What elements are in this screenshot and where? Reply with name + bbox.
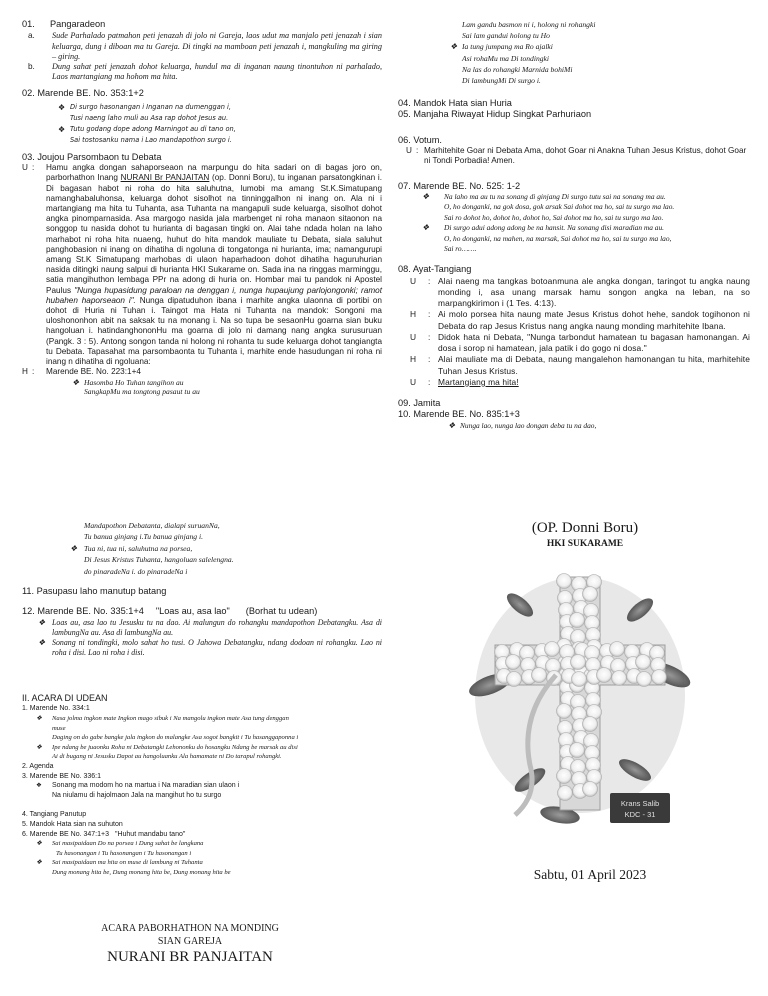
section-05-heading: 05. Manjaha Riwayat Hidup Singkat Parhuriaon: [398, 109, 592, 120]
flower-blossom: [570, 613, 585, 628]
section-06-heading: 06. Votum.: [398, 134, 442, 145]
section-01-heading: 01. Pangaradeon: [22, 19, 106, 29]
cover-date: Sabtu, 01 April 2023: [533, 867, 647, 882]
booklet-title: ACARA PABORHATHON NA MONDING SIAN GAREJA NURANI BR PANJAITAN: [101, 923, 279, 965]
hymn-353: ❖ Di surgo hasonangan i Inganan na dumenggan i, Tusi naeng laho muli au Asa rap dohot Jesus au. ❖ Tutu godang dope adong Marningot au di tano on, Sai tostosanku nama i Lao mandapothon surgo i.: [58, 102, 236, 144]
hymn-336: ❖ Sonang ma modom ho na martua i Na maradian sian ulaon i Na niulamu di hajolmaon Jala na mangihut ho tu surgo: [36, 782, 240, 799]
diamond-bullet-icon: ❖: [38, 638, 46, 648]
section-12-heading: 12. Marende BE. No. 335:1+4 "Loas au, asa lao" (Borhat tu udean): [22, 606, 318, 617]
cover-header: [440, 519, 730, 550]
flower-blossom: [557, 769, 572, 784]
diamond-bullet-icon: ❖: [422, 223, 430, 233]
diamond-bullet-icon: ❖: [72, 377, 80, 387]
section-10-heading: 10. Marende BE. No. 835:1+3: [398, 409, 520, 420]
hymn-334: ❖ Nasa jolma ingkon mate Ingkon mago sibuk i Na mangolu ingkon mate Asa tung denggan muse Daging on do gabe bangke jala ingkon do malangke Asa sogot bangkit i Tu hasanggaponna i ❖ Ipe ndang be juaonku Roha ni Debatangki Lehononku do hosangku Ndang be marsak au disi Ai di bugang ni Jesusku Dapot au hangoluanku Ala hamamate ni Do tarapul rohangki.: [36, 715, 299, 761]
diamond-bullet-icon: ❖: [58, 102, 66, 112]
section-03-body: U : Hamu angka dongan sahaporseaon na marpungu do hita sadari on di bagas joro on, parborhathon Inang NURANI Br PANJAITAN (op. Donni Boru), tu inganan parsatongkinan i. Di bagasan habot ni roha do hita saluhutna, lumobi ma amang St.K.Simatupang namanghabaluhonsa, keluarga dohot sisolhot na tinninggalhon ni inang on. Ala ni i martangiang ma hita tu Tuhanta, asa Tuhanta na mangapuli sude keluarga, sisolhot dohot angka pinomparnasida. Asa margogo nasida jala marbenget ni roha manaon sitaonon na songgop tu nasida dohot tu hurianta di bagasan tingki on. Alai tahe ndada holan na laho marhabot ni roha hita nuaeng, huhut do hita mandok mauliate tu Debata, siala saluhut panghobasion ni inang on dihatiha di ngoluna di tongatonga ni hurianta, ima; namangurupi amang St.K Simatupang marhobas di ulaon haparhadoon dohot dihatiha haguruhurian nasida ditingki naung salpui di hurianta HKI Sukarame on. Sada ina na ringgas marminggu, satia mangihuthon lembaga PPr na adong di huria on. Hombar mai tu pandok ni Apostel Paulus "Nunga hupasidung paraloan na denggan i, nunga hupaujung parlojongonki; ramot hubahen haporseaon i". Nunga dipatuduhon ibana i marhite angka ulaonna di portibi on dohot di Huria ni Tuhan i. Taingot ma Hata ni Tuhanta na mandok: Songoni ma uloshononhon abit na saksak tu na monang i. Na so tupa be sesaonHu goarna sian buku hangoluan i. hatindanghononHu ma goarna di jolo ni damang nang angka surusuruan (Pangk. 3 : 5). Antong songon tanda ni holong ni rohanta tu sude keluarga dohot tangiangta tu Debata. Tapasahat ma parsombaonta tu Tuhanta i, marhite ende hasudungan ni roha ni inang n dihatiha di ngoluana:: [22, 163, 382, 367]
hymn-347: ❖ Sai masipaidaan Do na porsea i Dung sahat be langkana Tu hasonangan i Tu hasonangan i Tu hasonangan i ❖ Sai masipaidaan ma hita on muse di lambung ni Tuhanta Dung monang hita be, Dung monang hita be, Dung monang hita be: [36, 840, 231, 876]
cover-op-name: (OP. Donni Boru): [531, 520, 639, 536]
flower-blossom: [583, 587, 598, 602]
section-11-heading: 11. Pasupasu laho manutup batang: [22, 586, 167, 596]
flower-blossom: [637, 672, 652, 687]
section-01-item-b: b. Dung sahat peti jenazah dohot keluarga, hundul ma di inganan naung tinontuhon ni parhalado, Laos martangiang ma hohom ma hita.: [28, 62, 382, 82]
section-01-item-a: a. Sude Parhalado patmahon peti jenazah di jolo ni Gareja, laos udut ma manjalo peti jenazah i sian keluarga, dung i diboan ma tu Gareja. Di tingki na mamboan peti jenazah i, mangkuling ma giring – giring.: [28, 31, 382, 61]
card-code: KDC - 31: [624, 810, 656, 819]
flower-blossom: [597, 668, 612, 683]
sections-11-12: [22, 586, 382, 659]
flower-blossom: [610, 642, 625, 657]
card-label: Krans Salib: [620, 799, 660, 808]
diamond-bullet-icon: ❖: [38, 617, 46, 627]
left-column: [22, 19, 382, 397]
diamond-bullet-icon: ❖: [422, 192, 430, 202]
flower-cross-image: [460, 565, 700, 830]
flower-blossom: [506, 655, 521, 670]
hymn-223-verse: Lam gandu basmon ni i, holong ni rohangki Sai lam gandui holong tu Ho ❖ Ia tung jumpang ma Ro ajalki Asi rohaMu ma Di tondingki Na las do rohangki Marnida bohiMi Di lambungMi Di surgo i.: [450, 20, 596, 86]
flower-blossom: [532, 668, 547, 683]
flower-blossom: [583, 782, 598, 797]
flower-blossom: [652, 670, 667, 685]
diamond-bullet-icon: ❖: [450, 42, 458, 52]
hymn-525: ❖ Na laho ma au tu na sonang di ginjang Di surgo tutu sai na sonang ma au. O, ho donganki, na gok dosa, gok arsak Sai dohot ma ho, sai tu surgo ma lao. Sai ro dohot ho, dohot ho, dohot ho, Sai dohot ma ho, sai tu surgo ma lao. ❖ Di surgo adui adong adong be na hansit. Na sonang disi maradian ma au. O, ho donganki, na mahen, na marsak, Sai dohot ma ho, sai tu surgo ma lao, Sai ro…….: [422, 192, 675, 254]
section-04-heading: 04. Mandok Hata sian Huria: [398, 98, 512, 108]
section-03-heading: 03. Joujou Parsombaon tu Debata: [22, 151, 162, 162]
right-column: 04. Mandok Hata sian Huria 05. Manjaha Riwayat Hidup Singkat Parhuriaon 06. Votum. U : Marhitehite Goar ni Debata Ama, dohot Goar ni Anakna Tuhan Jesus Kristus, dohot Goar ni Tondi Porbadia! Amen. 07. Marende BE. No. 525: 1-2 ❖ Na laho ma au tu na sonang di ginjang Di surgo tutu sai na sonang ma au. O, ho donganki, na gok dosa, gok arsak Sai dohot ma ho, sai tu surgo ma lao. Sai ro dohot ho, dohot ho, dohot ho, Sai dohot ma ho, sai tu surgo ma lao. ❖ Di surgo adui adong adong be na hansit. Na sonang disi maradian ma au. O, ho donganki, na mahen, na marsak, Sai dohot ma ho, sai tu surgo ma lao, Sai ro……. 08. Ayat-Tangiang U : Alai naeng ma tangkas botoanmuna ale angka dongan, taringot tu angka naung monding i, asa unang marsak hamu songon angka na leban, na so marpangkirimon i (1 Tes. 4:13). H : Ai molo porsea hita naung mate Jesus Kristus dohot hehe, sandok togihonon ni Debata do rap Jesus Kristus nang angka naung monding marhitehite Ibana. U : Didok hata ni Debata, "Nunga tarbondut hamatean tu bagasan hamonangan. Ai dosa i sorop ni hamatean, jala patik i do gogo ni dosa." H : Alai mauliate ma di Debata, naung mangalehon hamonangan tu hita, marhitehite Tuhan Jesus Kristus. U : Martangiang ma hita! 09. Jamita 10. Marende BE. No. 835:1+3 ❖ Nunga lao, nunga lao dongan deba tu na dao,: [398, 98, 750, 430]
ayat-tangiang: U : Alai naeng ma tangkas botoanmuna ale angka dongan, taringot tu angka naung monding i, asa unang marsak hamu songon angka na leban, na so marpangkirimon i (1 Tes. 4:13). H : Ai molo porsea hita naung mate Jesus Kristus dohot hehe, sandok togihonon ni Debata do rap Jesus Kristus nang angka naung monding marhitehite Ibana. U : Didok hata ni Debata, "Nunga tarbondut hamatean tu bagasan hamonangan. Ai dosa i sorop ni hamatean, jala patik i do gogo ni dosa." H : Alai mauliate ma di Debata, naung mangalehon hamonangan tu hita, marhitehite Tuhan Jesus Kristus. U : Martangiang ma hita!: [410, 275, 750, 387]
section-02-heading: 02. Marende BE. No. 353:1+2: [22, 88, 144, 99]
section-03-response: H : Marende BE. No. 223:1+4: [22, 367, 141, 377]
flower-blossom: [557, 574, 572, 589]
hymn-335: ❖ Loas au, asa lao tu Jesusku tu na dao. Ai malungun do rohangku mandapothon Debatangku. Asa di lambungNa au. Asa di lambungNa au. ❖ Sonang ni tondingki, molo sahat ho tusi. O Jahowa Debatangku, ndang dodoan ni rohangku. Lao ni roha i disi. Lao ni roha i disi.: [38, 617, 382, 658]
acara-di-udean: II. ACARA DI UDEAN 1. Marende No. 334:1 ❖ Nasa jolma ingkon mate Ingkon mago sibuk i Na mangolu ingkon mate Asa tung denggan muse Daging on do gabe bangke jala ingkon do malangke Asa sogot bangkit i Tu hasanggaponna i ❖ Ipe ndang be juaonku Roha ni Debatangki Lehononku do hosangku Ndang be marsak au disi Ai di bugang ni Jesusku Dapot au hangoluanku Ala hamamate ni Do tarapul rohangki. 2. Agenda 3. Marende BE No. 336:1 ❖ Sonang ma modom ho na martua i Na maradian sian ulaon i Na niulamu di hajolmaon Jala na mangihut ho tu surgo 4. Tangiang Panutup 5. Mandok Hata sian na suhuton 6. Marende BE No. 347:1+3 "Huhut mandabu tano" ❖ Sai masipaidaan Do na porsea i Dung sahat be langkana Tu hasonangan i Tu hasonangan i Tu hasonangan i ❖ Sai masipaidaan ma hita on muse di lambung ni Tuhanta Dung monang hita be, Dung monang hita be, Dung monang hita be: [22, 693, 382, 878]
flower-blossom: [571, 655, 586, 670]
section-07-heading: 07. Marende BE. No. 525: 1-2: [398, 180, 521, 191]
flower-blossom: [572, 672, 587, 687]
flower-blossom: [558, 786, 573, 801]
hymn-223: ❖ Hasomba Ho Tuhan tangihon au SangkapMu ma tongtong pasaut tu au: [72, 377, 200, 397]
diamond-bullet-icon: ❖: [36, 840, 42, 848]
cover-church: HKI SUKARAME: [546, 539, 624, 549]
votum: U : Marhitehite Goar ni Debata Ama, dohot Goar ni Anakna Tuhan Jesus Kristus, dohot Goar ni Tondi Porbadia! Amen.: [406, 146, 747, 166]
diamond-bullet-icon: ❖: [58, 124, 66, 134]
flower-blossom: [636, 655, 651, 670]
acara-heading: II. ACARA DI UDEAN: [22, 693, 108, 703]
section-08-heading: 08. Ayat-Tangiang: [398, 264, 472, 275]
diamond-bullet-icon: ❖: [36, 782, 42, 790]
deceased-name: NURANI Br PANJAITAN: [120, 173, 210, 183]
section-09-heading: 09. Jamita: [398, 397, 441, 408]
flower-blossom: [507, 672, 522, 687]
flower-blossom: [583, 717, 598, 732]
flower-blossom: [545, 642, 560, 657]
diamond-bullet-icon: ❖: [36, 715, 42, 722]
flower-blossom: [570, 743, 585, 758]
diamond-bullet-icon: ❖: [448, 420, 456, 430]
diamond-bullet-icon: ❖: [36, 743, 42, 751]
diamond-bullet-icon: ❖: [70, 543, 78, 553]
diamond-bullet-icon: ❖: [36, 859, 42, 867]
flower-blossom: [612, 671, 627, 686]
hymn-223-continued: Mandapothon Debatanta, dialapi suruanNa, Tu banua ginjang i.Tu banua ginjang i. ❖ Tua ni, tua ni, saluhutna na porsea, Di Jesus Kristus Tuhanta, hangoluan salelengna. do pinaradeNa i. do pinaradeNa i: [70, 521, 234, 576]
flower-blossom: [557, 704, 572, 719]
